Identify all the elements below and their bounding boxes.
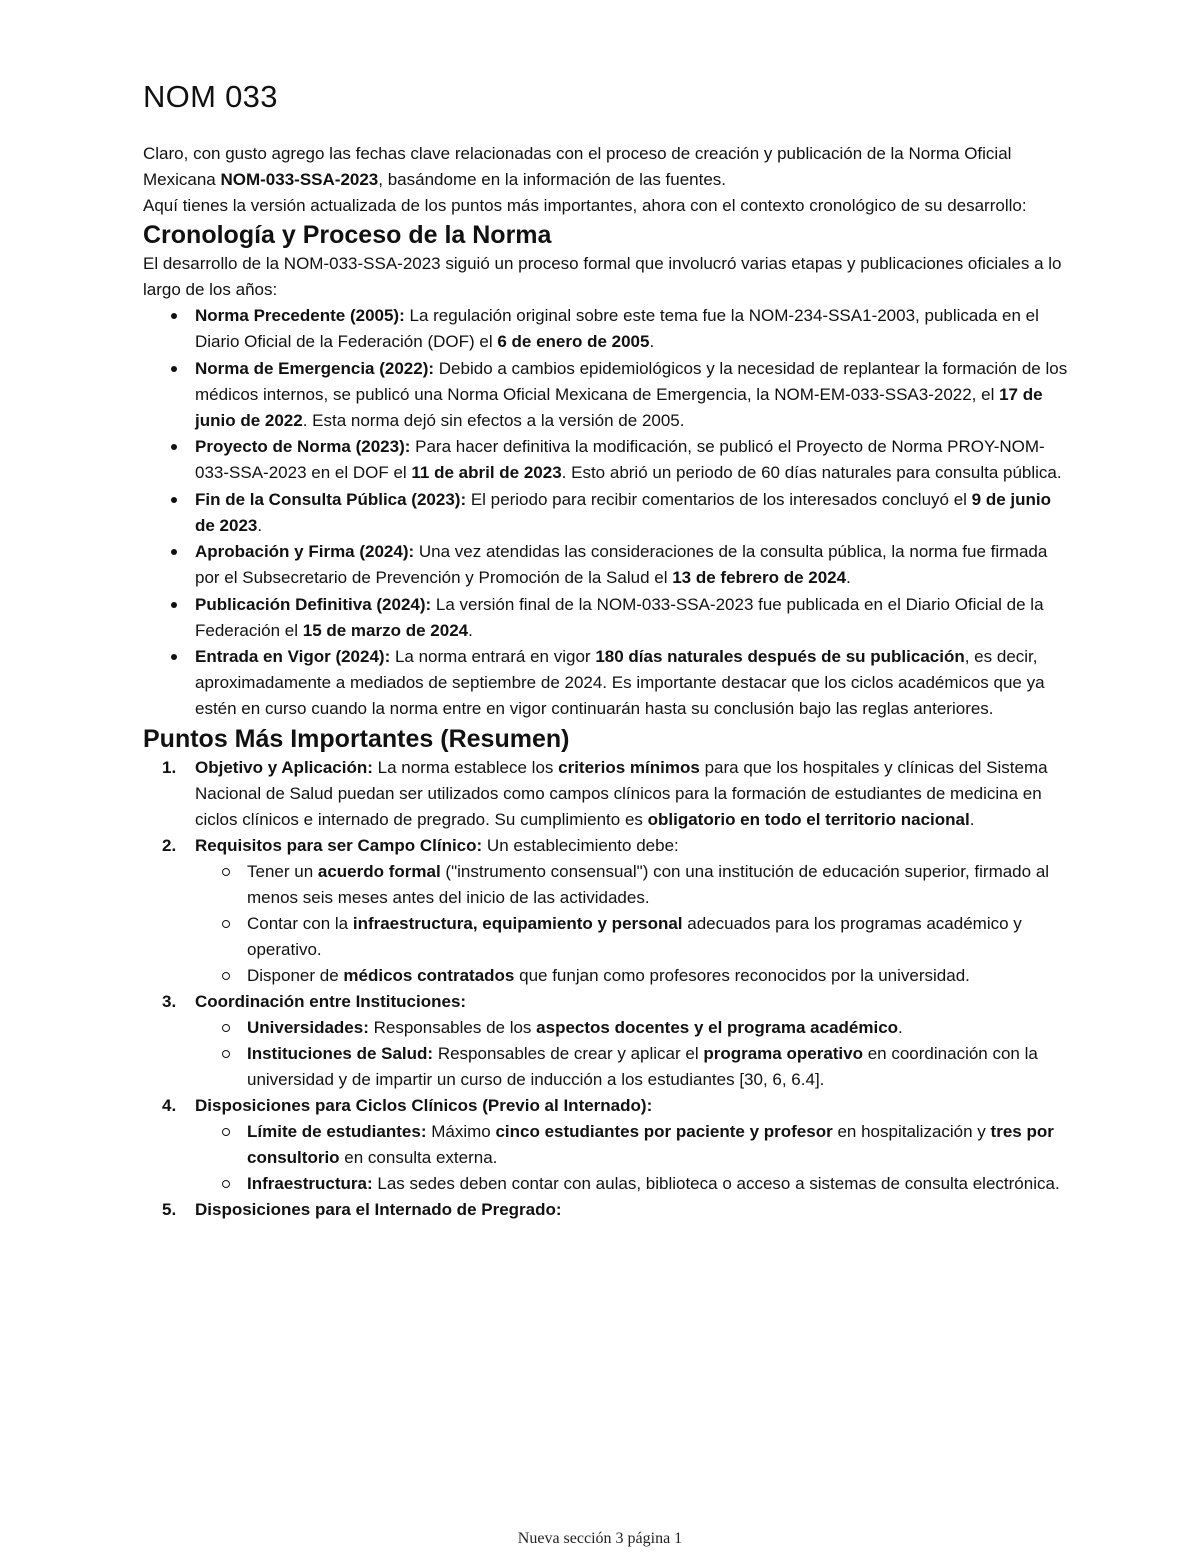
section-heading-cronologia: Cronología y Proceso de la Norma [143, 221, 552, 250]
list-item: Proyecto de Norma (2023): Para hacer definitiva la modificación, se publicó el Proyecto de Norma PROY-NOM-033-SSA-2023 en el DOF el 11 de abril de 2023. Esto abrió un periodo de 60 días naturales para consulta pública. [195, 434, 1073, 486]
item-number: 4. [162, 1095, 177, 1115]
sub-list [195, 1015, 1073, 1093]
list-item: Aprobación y Firma (2024): Una vez atendidas las consideraciones de la consulta pública, la norma fue firmada por el Subsecretario de Prevención y Promoción de la Salud el 13 de febrero de 2024. [195, 539, 1073, 591]
page-footer: Nueva sección 3 página 1 [517, 1530, 683, 1547]
list-item: Entrada en Vigor (2024): La norma entrará en vigor 180 días naturales después de su publicación, es decir, aproximadamente a mediados de septiembre de 2024. Es importante destacar que los ciclos académicos que ya estén en curso cuando la norma entre en vigor continuarán hasta su conclusión bajo las reglas anteriores. [195, 644, 1073, 722]
sub-list-item: Universidades: Responsables de los aspectos docentes y el programa académico. [247, 1015, 1073, 1041]
sub-list-item: Infraestructura: Las sedes deben contar con aulas, biblioteca o acceso a sistemas de consulta electrónica. [247, 1171, 1073, 1197]
sub-list [195, 1119, 1073, 1197]
numbered-item-4: 4. Disposiciones para Ciclos Clínicos (Previo al Internado): Límite de estudiantes: Máximo cinco estudiantes por paciente y profesor en hospitalización y tres por consultorio en consulta externa. Infraestructura: Las sedes deben contar con aulas, biblioteca o acceso a sistemas de consulta electrónica. [195, 1093, 1073, 1197]
intro-paragraph-1: Claro, con gusto agrego las fechas clave relacionadas con el proceso de creación y publicación de la Norma Oficial Mexicana NOM-033-SSA-2023, basándome en la información de las fuentes. [143, 144, 1012, 190]
cronologia-intro: El desarrollo de la NOM-033-SSA-2023 siguió un proceso formal que involucró varias etapas y publicaciones oficiales a lo largo de los años: [143, 254, 1062, 300]
numbered-item-3: 3. Coordinación entre Instituciones: Universidades: Responsables de los aspectos docentes y el programa académico. Instituciones de Salud: Responsables de crear y aplicar el programa operativo en coordinación con la universidad y de impartir un curso de inducción a los estudiantes [30, 6, 6.4]. [195, 989, 1073, 1093]
sub-list-item: Disponer de médicos contratados que funjan como profesores reconocidos por la universidad. [247, 963, 1073, 989]
list-item: Fin de la Consulta Pública (2023): El periodo para recibir comentarios de los interesados concluyó el 9 de junio de 2023. [195, 487, 1073, 539]
document-page [143, 78, 1073, 1223]
sub-list-item: Instituciones de Salud: Responsables de crear y aplicar el programa operativo en coordinación con la universidad y de impartir un curso de inducción a los estudiantes [30, 6, 6.4]. [247, 1041, 1073, 1093]
intro-paragraph-2: Aquí tienes la versión actualizada de los puntos más importantes, ahora con el contexto cronológico de su desarrollo: [143, 196, 1027, 216]
cronologia-list [143, 303, 1073, 722]
item-number: 3. [162, 991, 177, 1011]
list-item: Publicación Definitiva (2024): La versión final de la NOM-033-SSA-2023 fue publicada en el Diario Oficial de la Federación el 15 de marzo de 2024. [195, 592, 1073, 644]
item-number: 1. [162, 757, 177, 777]
numbered-item-5: 5. Disposiciones para el Internado de Pregrado: [195, 1197, 1073, 1223]
document-title: NOM 033 [143, 79, 278, 114]
item-number: 5. [162, 1199, 177, 1219]
sub-list [195, 859, 1073, 989]
sub-list-item: Contar con la infraestructura, equipamiento y personal adecuados para los programas académico y operativo. [247, 911, 1073, 963]
section-heading-puntos: Puntos Más Importantes (Resumen) [143, 724, 570, 753]
puntos-list [143, 755, 1073, 1223]
list-item: Norma de Emergencia (2022): Debido a cambios epidemiológicos y la necesidad de replantear la formación de los médicos internos, se publicó una Norma Oficial Mexicana de Emergencia, la NOM-EM-033-SSA3-2022, el 17 de junio de 2022. Esta norma dejó sin efectos a la versión de 2005. [195, 356, 1073, 434]
sub-list-item: Tener un acuerdo formal ("instrumento consensual") con una institución de educación superior, firmado al menos seis meses antes del inicio de las actividades. [247, 859, 1073, 911]
sub-list-item: Límite de estudiantes: Máximo cinco estudiantes por paciente y profesor en hospitalización y tres por consultorio en consulta externa. [247, 1119, 1073, 1171]
numbered-item-2: 2. Requisitos para ser Campo Clínico: Un establecimiento debe: Tener un acuerdo formal ("instrumento consensual") con una institución de educación superior, firmado al menos seis meses antes del inicio de las actividades. Contar con la infraestructura, equipamiento y personal adecuados para los programas académico y operativo. Disponer de médicos contratados que funjan como profesores reconocidos por la universidad. [195, 833, 1073, 989]
numbered-item-1: 1. Objetivo y Aplicación: La norma establece los criterios mínimos para que los hospitales y clínicas del Sistema Nacional de Salud puedan ser utilizados como campos clínicos para la formación de estudiantes de medicina en ciclos clínicos e internado de pregrado. Su cumplimiento es obligatorio en todo el territorio nacional. [195, 755, 1073, 833]
item-number: 2. [162, 835, 177, 855]
list-item: Norma Precedente (2005): La regulación original sobre este tema fue la NOM-234-SSA1-2003, publicada en el Diario Oficial de la Federación (DOF) el 6 de enero de 2005. [195, 303, 1073, 355]
